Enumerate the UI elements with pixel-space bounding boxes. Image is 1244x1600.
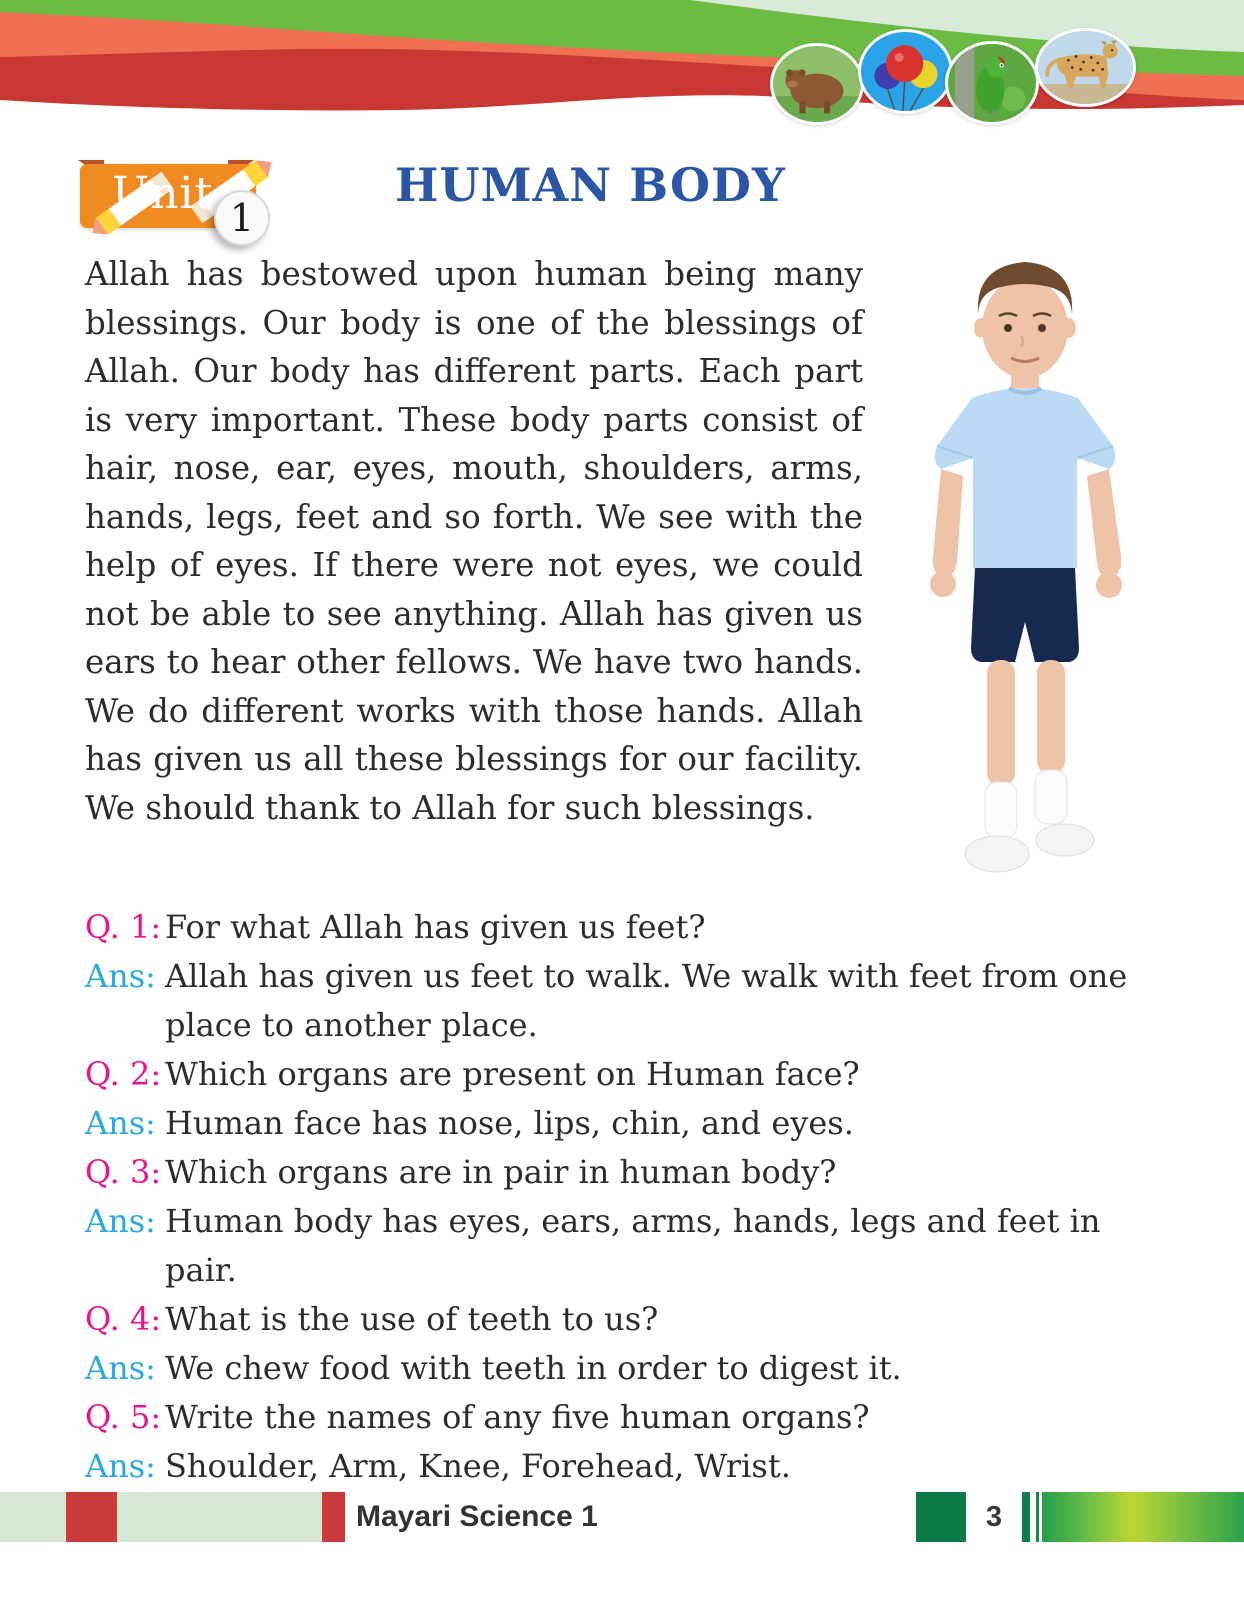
answer-label: Ans: — [85, 1202, 156, 1240]
footer-red-block — [66, 1492, 117, 1542]
qa-item — [85, 1393, 1170, 1491]
answer-text: Allah has given us feet to walk. We walk with feet from one place to another place. — [165, 957, 1128, 1044]
footer-divider-bar — [1022, 1492, 1030, 1542]
unit-badge — [76, 152, 286, 248]
page-number: 3 — [985, 1500, 1003, 1533]
qa-item — [85, 1050, 1170, 1148]
question-text: Which organs are present on Human face? — [165, 1055, 860, 1093]
bear-photo — [770, 43, 864, 125]
question-text: What is the use of teeth to us? — [165, 1300, 659, 1338]
qa-item — [85, 903, 1170, 1050]
parrot-photo — [945, 41, 1039, 125]
question-label: Q. 2: — [85, 1055, 162, 1093]
intro-paragraph: Allah has bestowed upon human being many blessings. Our body is one of the blessings of Allah. Our body has different parts. Each part is very important. These body parts consist of hair, nose, ear, eyes, mouth, shoulders, arms, hands, legs, feet and so forth. We see with the help of eyes. If there were not eyes, we could not be able to see anything. Allah has given us ears to hear other fellows. We have two hands. We do different works with those hands. Allah has given us all these blessings for our facility. We should thank to Allah for such blessings. — [85, 255, 863, 827]
answer-label: Ans: — [85, 1349, 156, 1387]
footer-green-square — [916, 1492, 966, 1542]
answer-text: Human face has nose, lips, chin, and eyes. — [165, 1104, 854, 1142]
answer-label: Ans: — [85, 1447, 156, 1485]
question-label: Q. 5: — [85, 1398, 162, 1436]
balloons-photo — [858, 29, 953, 114]
cheetah-photo — [1035, 28, 1136, 107]
answer-text: Human body has eyes, ears, arms, hands, legs and feet in pair. — [165, 1202, 1101, 1289]
answer-label: Ans: — [85, 1104, 156, 1142]
unit-label: Unit — [112, 168, 214, 219]
intro-section — [85, 250, 1170, 832]
question-text: For what Allah has given us feet? — [165, 908, 706, 946]
footer-left-bar — [0, 1492, 345, 1542]
question-label: Q. 3: — [85, 1153, 162, 1191]
qa-item — [85, 1148, 1170, 1295]
question-text: Which organs are in pair in human body? — [165, 1153, 837, 1191]
page-title: HUMAN BODY — [395, 158, 786, 212]
answer-text: We chew food with teeth in order to digest it. — [165, 1349, 902, 1387]
book-title: Mayari Science 1 — [356, 1500, 598, 1533]
boy-photo — [875, 236, 1175, 896]
footer-gradient-bar — [1036, 1492, 1244, 1542]
unit-number: 1 — [229, 196, 255, 240]
qa-item — [85, 1295, 1170, 1393]
question-label: Q. 4: — [85, 1300, 162, 1338]
footer-red-block — [322, 1492, 345, 1542]
footer — [0, 1492, 1244, 1542]
answer-text: Shoulder, Arm, Knee, Forehead, Wrist. — [165, 1447, 791, 1485]
question-text: Write the names of any five human organs? — [165, 1398, 870, 1436]
qa-list — [85, 903, 1170, 1491]
answer-label: Ans: — [85, 957, 156, 995]
question-label: Q. 1: — [85, 908, 162, 946]
unit-number-badge — [214, 190, 270, 246]
